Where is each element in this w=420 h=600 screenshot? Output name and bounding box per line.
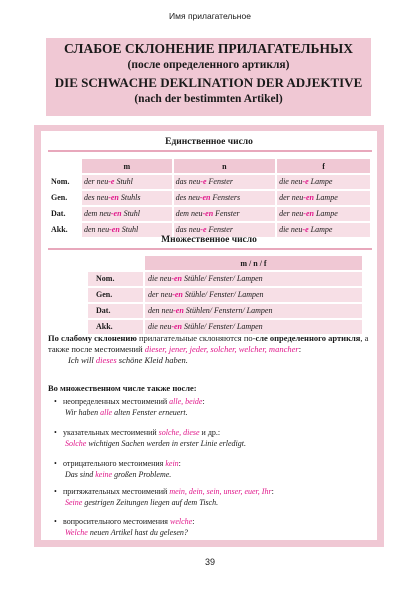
rule-paragraph	[48, 333, 373, 366]
declension-cell: dem neu-en Fenster	[174, 207, 275, 221]
item-example: Wir haben alle alten Fenster erneuert.	[65, 408, 188, 417]
singular-gender-row	[49, 159, 370, 173]
rule-text-2: , а также после местоимений	[48, 333, 369, 354]
item-text: притяжательных местоимений	[63, 487, 170, 496]
case-label: Dat.	[51, 209, 66, 218]
plural-divider	[48, 248, 372, 250]
plural-row	[88, 288, 362, 302]
case-label: Akk.	[51, 225, 68, 234]
declension-cell: dem neu-en Stuhl	[82, 207, 172, 221]
declension-cell: das neu-e Fenster	[174, 175, 275, 189]
declension-cell: den neu-en Stuhl	[82, 223, 172, 237]
gender-f: f	[277, 159, 370, 173]
corner-cell	[49, 159, 80, 173]
rule-text-1: прилагательные склоняются по-	[136, 333, 256, 343]
plural-rule-item: • притяжательных местоимений mein, dein, sein, unser, euer, Ihr: Seine gestrigen Zeitungen liegen auf dem Tisch.	[54, 487, 274, 507]
declension-cell: der neu-e Stuhl	[82, 175, 172, 189]
declension-cell: des neu-en Fensters	[174, 191, 275, 205]
case-label: Akk.	[88, 320, 143, 334]
case-label: Gen.	[88, 288, 143, 302]
plural-heading: Множественное число	[161, 235, 257, 245]
declension-cell: den neu-en Stühlen/ Fenstern/ Lampen	[145, 304, 362, 318]
rule-bold-1: По слабому склонению	[48, 333, 137, 343]
title-line-3: DIE SCHWACHE DEKLINATION DER ADJEKTIVE	[54, 75, 363, 90]
page-number: 39	[204, 557, 215, 567]
declension-cell: die neu-en Stühle/ Fenster/ Lampen	[145, 272, 362, 286]
bullet-icon: •	[54, 517, 57, 526]
plural-table	[86, 254, 364, 336]
bullet-icon: •	[54, 397, 57, 406]
bullet-icon: •	[54, 459, 57, 468]
corner-cell	[88, 256, 143, 270]
rule-example: Ich will dieses schöne Kleid haben.	[68, 355, 188, 365]
bullet-icon: •	[54, 487, 57, 496]
gender-mnf: m / n / f	[145, 256, 362, 270]
item-pronouns: mein, dein, sein, unser, euer, Ihr	[169, 487, 272, 496]
case-label: Nom.	[51, 177, 70, 186]
case-label: Nom.	[88, 272, 143, 286]
item-pronouns: kein	[165, 459, 179, 468]
plural-rule-item: • отрицательного местоимения kein: Das sind keine großen Probleme.	[54, 459, 181, 479]
gender-m: m	[82, 159, 172, 173]
declension-cell: die neu-e Lampe	[277, 175, 370, 189]
plural-gender-row	[88, 256, 362, 270]
item-text: отрицательного местоимения	[63, 459, 166, 468]
title-line-4: (nach der bestimmten Artikel)	[134, 93, 283, 105]
case-label: Dat.	[88, 304, 143, 318]
singular-row	[49, 191, 370, 205]
title-line-2: (после определенного артикля)	[127, 59, 290, 71]
title-box	[46, 38, 371, 116]
plural-row	[88, 272, 362, 286]
rule-pronouns: dieser, jener, jeder, solcher, welcher, mancher	[144, 344, 299, 354]
declension-cell: der neu-en Lampe	[277, 207, 370, 221]
item-text: неопределенных местоимений	[63, 397, 170, 406]
plural-row	[88, 320, 362, 334]
declension-cell: des neu-en Stuhls	[82, 191, 172, 205]
item-pronouns: solche, diese	[158, 428, 200, 437]
singular-heading: Единственное число	[165, 137, 253, 147]
item-text: вопросительного местоимения	[63, 517, 170, 526]
rule-colon: :	[298, 344, 302, 354]
title-line-1: СЛАБОЕ СКЛОНЕНИЕ ПРИЛАГАТЕЛЬНЫХ	[64, 41, 353, 56]
item-example: Seine gestrigen Zeitungen liegen auf dem Tisch.	[65, 498, 219, 507]
plural-rule-item: • вопросительного местоимения welche: Welche neuen Artikel hast du gelesen?	[54, 517, 195, 537]
declension-cell: die neu-e Lampe	[277, 223, 370, 237]
declension-cell: der neu-en Lampe	[277, 191, 370, 205]
declension-cell: das neu-e Fenster	[174, 223, 275, 237]
declension-cell: der neu-en Stühle/ Fenster/ Lampen	[145, 288, 362, 302]
rule-bold-2: сле определенного артикля	[255, 333, 361, 343]
singular-divider	[48, 150, 372, 152]
singular-row	[49, 207, 370, 221]
singular-row	[49, 175, 370, 189]
running-head: Имя прилагательное	[169, 11, 251, 21]
item-example: Welche neuen Artikel hast du gelesen?	[65, 528, 188, 537]
plural-rule-item: • неопределенных местоимений alle, beide: Wir haben alle alten Fenster erneuert.	[54, 397, 205, 417]
plural-row	[88, 304, 362, 318]
plural-rule-item: • указательных местоимений solche, diese и др.: Solche wichtigen Sachen werden in erster Linie erledigt.	[54, 428, 247, 448]
item-pronouns: alle, beide	[169, 397, 203, 406]
plural-rule-heading: Во множественном числе также после:	[48, 383, 197, 393]
item-example: Solche wichtigen Sachen werden in erster Linie erledigt.	[65, 439, 247, 448]
case-label: Gen.	[51, 193, 68, 202]
item-example: Das sind keine großen Probleme.	[65, 470, 172, 479]
bullet-icon: •	[54, 428, 57, 437]
singular-table	[47, 157, 372, 239]
declension-cell: die neu-en Stühle/ Fenster/ Lampen	[145, 320, 362, 334]
item-text: указательных местоимений	[63, 428, 159, 437]
item-pronouns: welche	[169, 517, 193, 526]
gender-n: n	[174, 159, 275, 173]
